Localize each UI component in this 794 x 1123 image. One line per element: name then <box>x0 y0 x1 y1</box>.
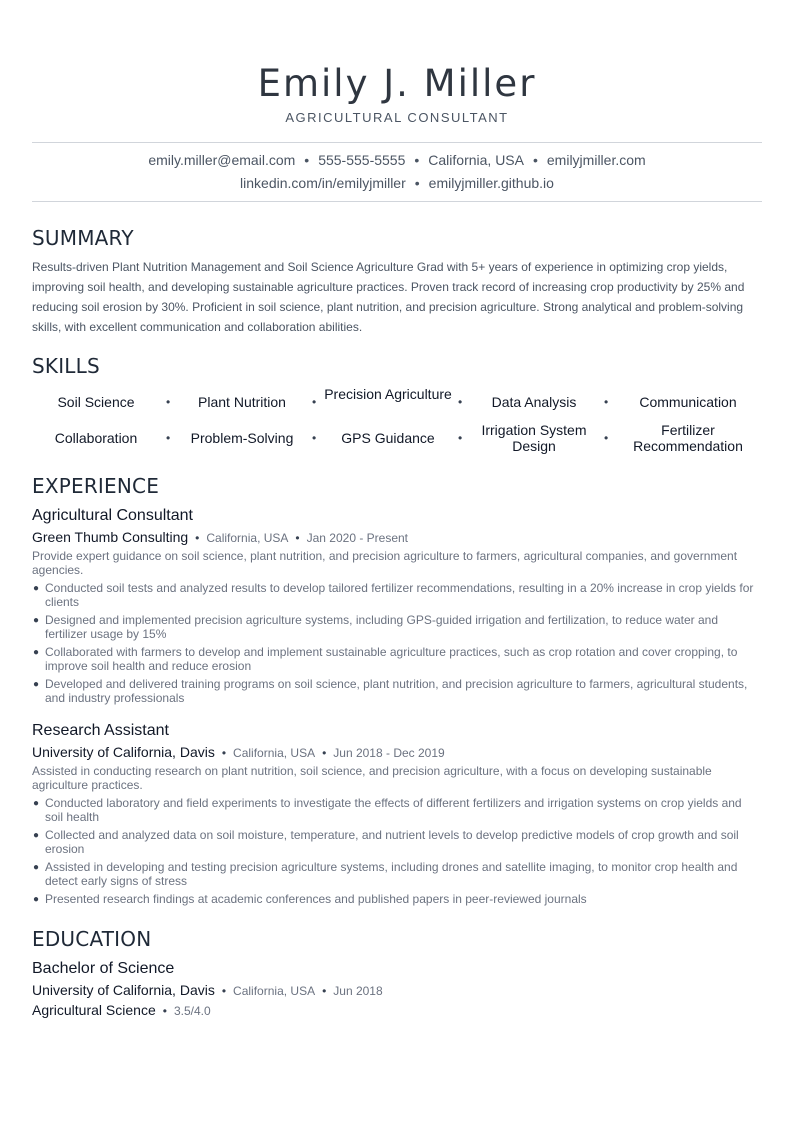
candidate-title: AGRICULTURAL CONSULTANT <box>285 110 509 125</box>
skill-item: Precision Agriculture <box>324 386 452 402</box>
major-name: Agricultural Science <box>32 1002 156 1018</box>
bullet-icon: ● <box>33 894 40 905</box>
website-link[interactable]: emilyjmiller.com <box>546 152 646 168</box>
job-org: University of California, Davis <box>32 744 215 760</box>
list-item: ● Developed and delivered training programs on soil science, plant nutrition, and precision agriculture to farmers, agricultural students, and industry professionals <box>33 677 748 705</box>
separator-dot: • <box>295 531 300 545</box>
list-item: ● Designed and implemented precision agriculture systems, including GPS-guided irrigation and fertilization, to reduce water and fertilizer usage by 15% <box>33 613 719 641</box>
major-line <box>32 1002 211 1018</box>
candidate-name: Emily J. Miller <box>257 62 537 105</box>
skill-item: Irrigation System Design <box>481 422 587 454</box>
linkedin-link[interactable]: linkedin.com/in/emilyjmiller <box>240 175 406 191</box>
job-location: California, USA <box>233 746 316 760</box>
email-link[interactable]: emily.miller@email.com <box>148 152 296 168</box>
graduation-date: Jun 2018 <box>333 984 383 998</box>
list-item: ● Collected and analyzed data on soil moisture, temperature, and nutrient levels to develop predictive models of crop growth and soil erosion <box>33 828 739 856</box>
divider-top <box>32 142 762 143</box>
bullet-icon: ● <box>33 647 40 658</box>
school-name: University of California, Davis <box>32 982 215 998</box>
school-location: California, USA <box>233 984 316 998</box>
education-heading: EDUCATION <box>32 927 152 951</box>
job-dates: Jun 2018 - Dec 2019 <box>333 746 445 760</box>
experience-heading: EXPERIENCE <box>32 474 160 498</box>
separator-dot: • <box>458 431 463 445</box>
separator-dot: • <box>414 175 420 191</box>
separator-dot: • <box>532 152 538 168</box>
school-line <box>32 982 383 998</box>
separator-dot: • <box>322 984 327 998</box>
separator-dot: • <box>166 431 171 445</box>
github-link[interactable]: emilyjmiller.github.io <box>428 175 554 191</box>
location-text: California, USA <box>428 152 524 168</box>
skill-item: Problem-Solving <box>190 430 294 446</box>
summary-heading: SUMMARY <box>32 226 134 250</box>
job-org-line <box>32 744 445 760</box>
list-item: ● Presented research findings at academic conferences and published papers in peer-reviewed journals <box>33 892 587 906</box>
degree-title: Bachelor of Science <box>32 960 175 977</box>
skill-item: Communication <box>639 394 737 410</box>
bullet-icon: ● <box>33 583 40 594</box>
list-item: ● Conducted laboratory and field experiments to investigate the effects of different fertilizers and irrigation systems on crop yields and soil health <box>33 796 742 824</box>
skills-heading: SKILLS <box>32 354 100 378</box>
list-item: ● Assisted in developing and testing precision agriculture systems, including drones and satellite imaging, to monitor crop health and detect early signs of stress <box>33 860 738 888</box>
skill-item: Collaboration <box>54 430 138 446</box>
job-description: Assisted in conducting research on plant nutrition, soil science, and precision agriculture, with a focus on developing sustainable agriculture practices. <box>32 764 712 792</box>
gpa-value: 3.5/4.0 <box>173 1004 211 1018</box>
separator-dot: • <box>604 431 609 445</box>
job-org-line <box>32 529 408 545</box>
skill-item: Soil Science <box>57 394 135 410</box>
list-item: ● Conducted soil tests and analyzed results to develop tailored fertilizer recommendations, resulting in a 20% increase in crop yields for clients <box>33 581 754 609</box>
separator-dot: • <box>458 395 463 409</box>
separator-dot: • <box>304 152 310 168</box>
contact-line-2 <box>32 175 762 191</box>
bullet-icon: ● <box>33 862 40 873</box>
separator-dot: • <box>322 746 327 760</box>
job-location: California, USA <box>206 531 289 545</box>
list-item: ● Collaborated with farmers to develop and implement sustainable agriculture practices, such as crop rotation and cover cropping, to improve soil health and reduce erosion <box>33 645 738 673</box>
skill-item: Data Analysis <box>491 394 577 410</box>
separator-dot: • <box>221 984 227 998</box>
skill-item: Plant Nutrition <box>198 394 286 410</box>
job-org: Green Thumb Consulting <box>32 529 189 545</box>
separator-dot: • <box>166 395 171 409</box>
separator-dot: • <box>312 431 317 445</box>
separator-dot: • <box>195 531 200 545</box>
skill-item: GPS Guidance <box>341 430 435 446</box>
job-title: Agricultural Consultant <box>32 507 193 524</box>
divider-bottom <box>32 201 762 202</box>
separator-dot: • <box>414 152 420 168</box>
separator-dot: • <box>312 395 317 409</box>
bullet-icon: ● <box>33 798 40 809</box>
separator-dot: • <box>221 746 227 760</box>
bullet-icon: ● <box>33 615 40 626</box>
bullet-icon: ● <box>33 830 40 841</box>
job-bullets <box>32 796 762 910</box>
job-bullets <box>32 581 762 709</box>
contact-line-1 <box>32 152 762 168</box>
bullet-icon: ● <box>33 679 40 690</box>
summary-text: Results-driven Plant Nutrition Management and Soil Science Agriculture Grad with 5+ years of experience in optimizing crop yields, improving soil health, and developing sustainable agriculture practices. Proven track record of increasing crop productivity by 25% and reducing soil erosion by 30%. Proficient in soil science, plant nutrition, and precision agriculture. Strong analytical and problem-solving skills, with excellent communication and collaboration abilities. <box>32 260 745 334</box>
job-description: Provide expert guidance on soil science, plant nutrition, and precision agriculture to farmers, agricultural companies, and government agencies. <box>32 549 738 577</box>
job-title: Research Assistant <box>32 722 169 739</box>
phone-text: 555-555-5555 <box>318 152 406 168</box>
job-dates: Jan 2020 - Present <box>306 531 409 545</box>
skill-item: Fertilizer Recommendation <box>633 422 743 454</box>
separator-dot: • <box>604 395 609 409</box>
separator-dot: • <box>162 1004 167 1018</box>
